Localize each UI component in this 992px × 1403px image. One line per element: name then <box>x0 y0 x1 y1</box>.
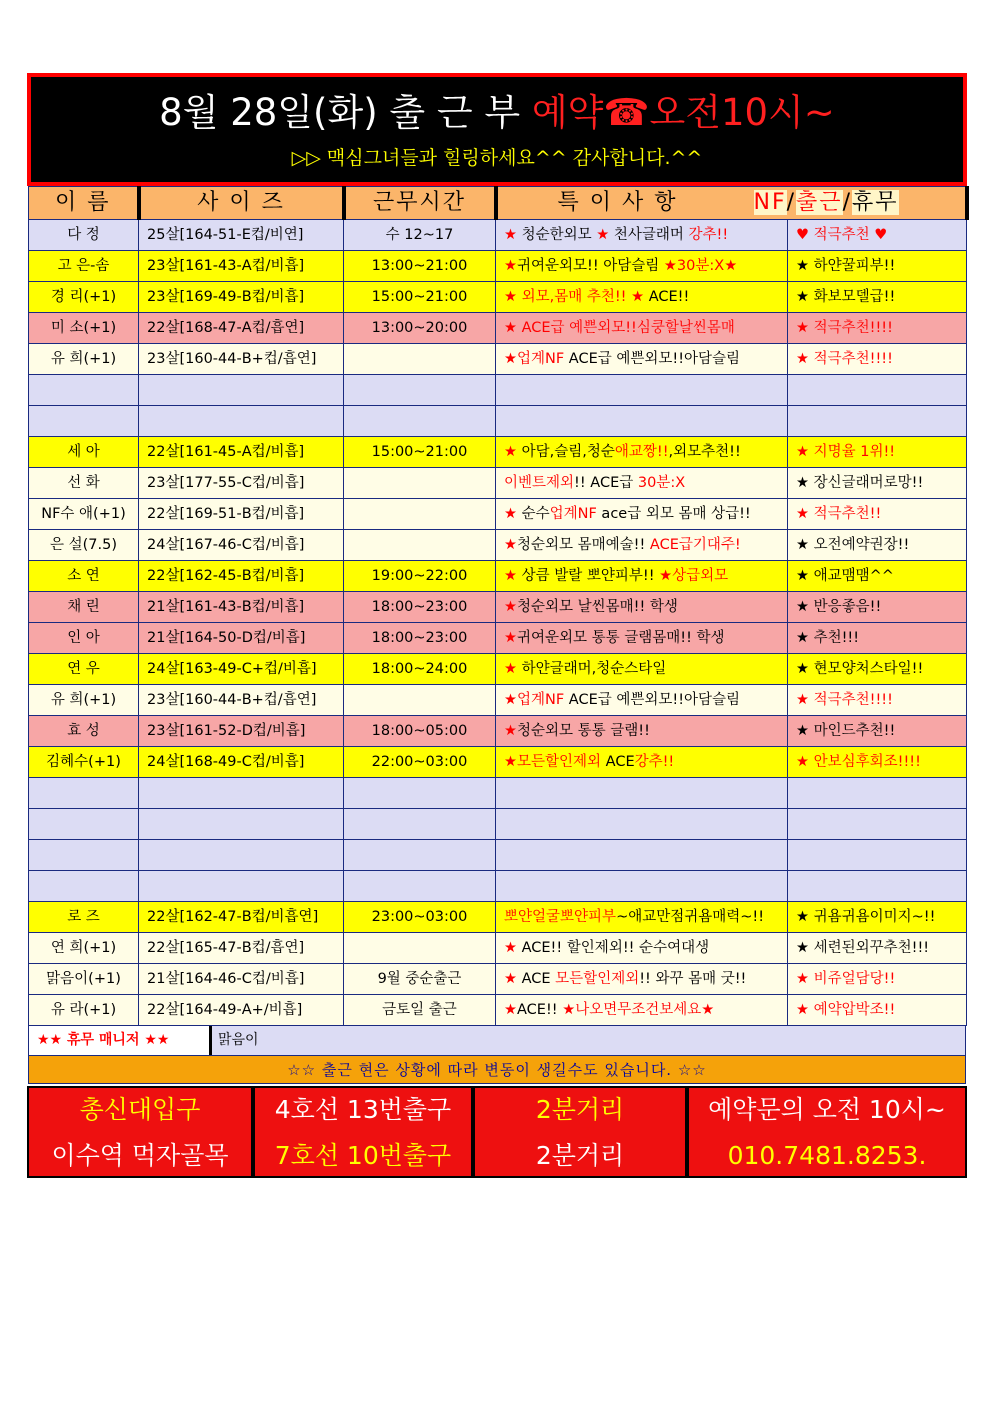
row-tag: ★ 적극추천!!!! <box>788 313 967 344</box>
row-time: 15:00~21:00 <box>344 282 496 313</box>
row-name: 김혜수(+1) <box>29 747 139 778</box>
row-time: 23:00~03:00 <box>344 902 496 933</box>
row-tag: ★ 비쥬얼담당!! <box>788 964 967 995</box>
table-row <box>29 933 967 964</box>
row-time <box>344 933 496 964</box>
row-note: ★ ACE 모든할인제외!! 와꾸 몸매 굿!! <box>496 964 788 995</box>
table-row <box>29 437 967 468</box>
page-title <box>31 91 963 135</box>
table-row <box>29 964 967 995</box>
row-note: ★ 하얀글래머,청순스타일 <box>496 654 788 685</box>
row-name: 은 설(7.5) <box>29 530 139 561</box>
row-note: ★귀여운외모!! 아담슬림 ★30분:X★ <box>496 251 788 282</box>
row-size: 23살[161-52-D컵/비흡] <box>139 716 344 747</box>
row-tag <box>788 871 967 902</box>
table-row <box>29 840 967 871</box>
row-tag: ♥ 적극추천 ♥ <box>788 220 967 251</box>
row-time <box>344 778 496 809</box>
row-time <box>344 871 496 902</box>
row-tag: ★ 애교맴맴^^ <box>788 561 967 592</box>
table-row <box>29 344 967 375</box>
col-header-chulgeun: 출근 <box>796 190 843 215</box>
footer-station-1: 총신대입구 <box>79 1095 201 1124</box>
table-row <box>29 406 967 437</box>
footer-station <box>29 1088 251 1176</box>
row-note <box>496 871 788 902</box>
row-time <box>344 499 496 530</box>
row-tag: ★ 예약압박조!! <box>788 995 967 1026</box>
row-size: 24살[167-46-C컵/비흡] <box>139 530 344 561</box>
row-size: 21살[164-46-C컵/비흡] <box>139 964 344 995</box>
row-tag: ★ 반응좋음!! <box>788 592 967 623</box>
row-time <box>344 685 496 716</box>
table-row <box>29 654 967 685</box>
row-size: 22살[161-45-A컵/비흡] <box>139 437 344 468</box>
table-row <box>29 902 967 933</box>
column-header-row <box>29 187 967 220</box>
col-header-note <box>496 187 967 220</box>
table-row <box>29 995 967 1026</box>
col-header-note-label: 특 이 사 항 <box>557 190 678 215</box>
row-note <box>496 778 788 809</box>
row-name: 연 희(+1) <box>29 933 139 964</box>
row-tag <box>788 406 967 437</box>
table-row <box>29 716 967 747</box>
row-time: 15:00~21:00 <box>344 437 496 468</box>
table-row <box>29 778 967 809</box>
row-size: 22살[165-47-B컵/흡연] <box>139 933 344 964</box>
row-size: 25살[164-51-E컵/비연] <box>139 220 344 251</box>
row-tag: ★ 하얀꿀피부!! <box>788 251 967 282</box>
row-tag: ★ 마인드추천!! <box>788 716 967 747</box>
row-time: 18:00~23:00 <box>344 623 496 654</box>
row-name <box>29 871 139 902</box>
row-time <box>344 344 496 375</box>
row-note: ★귀여운외모 통통 글램몸매!! 학생 <box>496 623 788 654</box>
col-header-name: 이 름 <box>29 187 139 220</box>
row-size: 23살[169-49-B컵/비흡] <box>139 282 344 313</box>
row-tag: ★ 화보모델급!! <box>788 282 967 313</box>
row-tag <box>788 840 967 871</box>
row-tag <box>788 375 967 406</box>
row-time <box>344 530 496 561</box>
row-time: 수 12~17 <box>344 220 496 251</box>
row-note <box>496 375 788 406</box>
row-name: 선 화 <box>29 468 139 499</box>
row-tag: ★ 귀욤귀욤이미지~!! <box>788 902 967 933</box>
row-time: 18:00~24:00 <box>344 654 496 685</box>
row-note <box>496 809 788 840</box>
row-tag <box>788 809 967 840</box>
row-tag: ★ 적극추천!! <box>788 499 967 530</box>
table-row <box>29 220 967 251</box>
row-note <box>496 840 788 871</box>
manager-row <box>28 1026 966 1056</box>
row-name: 고 은-솜 <box>29 251 139 282</box>
row-name <box>29 375 139 406</box>
table-row <box>29 468 967 499</box>
row-size <box>139 840 344 871</box>
row-name: 다 정 <box>29 220 139 251</box>
table-row <box>29 375 967 406</box>
col-header-size: 사 이 즈 <box>139 187 344 220</box>
row-tag: ★ 적극추천!!!! <box>788 685 967 716</box>
row-note: ★ 순수업계NF ace급 외모 몸매 상급!! <box>496 499 788 530</box>
row-size: 24살[168-49-C컵/비흡] <box>139 747 344 778</box>
row-time <box>344 375 496 406</box>
row-time: 22:00~03:00 <box>344 747 496 778</box>
row-size <box>139 406 344 437</box>
row-name: 소 연 <box>29 561 139 592</box>
row-tag: ★ 적극추천!!!! <box>788 344 967 375</box>
title-date: 8월 28일(화) 출 근 부 <box>159 91 532 134</box>
row-note: ★ 아담,슬림,청순애교짱!!,외모추천!! <box>496 437 788 468</box>
header-banner <box>27 73 967 186</box>
row-name: 효 성 <box>29 716 139 747</box>
row-name <box>29 809 139 840</box>
row-name: 채 린 <box>29 592 139 623</box>
row-size: 22살[169-51-B컵/비흡] <box>139 499 344 530</box>
row-time <box>344 468 496 499</box>
row-size: 22살[162-45-B컵/비흡] <box>139 561 344 592</box>
footer-exit-1: 4호선 13번출구 <box>274 1095 452 1124</box>
row-size: 21살[164-50-D컵/비흡] <box>139 623 344 654</box>
footer-distance-1: 2분거리 <box>535 1095 625 1124</box>
row-size: 23살[160-44-B+컵/흡연] <box>139 685 344 716</box>
row-note: ★ ACE!! 할인제외!! 순수여대생 <box>496 933 788 964</box>
row-size: 23살[177-55-C컵/비흡] <box>139 468 344 499</box>
row-name <box>29 406 139 437</box>
footer-distance <box>475 1088 685 1176</box>
row-time: 금토일 출근 <box>344 995 496 1026</box>
row-note: ★업계NF ACE급 예쁜외모!!아담슬림 <box>496 685 788 716</box>
row-size: 23살[160-44-B+컵/흡연] <box>139 344 344 375</box>
schedule-document <box>27 73 967 1178</box>
table-row <box>29 499 967 530</box>
row-name: 맑음이(+1) <box>29 964 139 995</box>
table-row <box>29 747 967 778</box>
page-subtitle: ▷▷ 맥심그녀들과 힐링하세요^^ 감사합니다.^^ <box>291 147 703 169</box>
table-row <box>29 282 967 313</box>
row-note: ★ ACE급 예쁜외모!!심쿵할날씬몸매 <box>496 313 788 344</box>
row-note: ★ACE!! ★나오면무조건보세요★ <box>496 995 788 1026</box>
row-name: 유 라(+1) <box>29 995 139 1026</box>
row-note: ★청순외모 몸매예술!! ACE급기대주! <box>496 530 788 561</box>
schedule-body <box>29 220 967 1026</box>
row-size: 22살[162-47-B컵/비흡연] <box>139 902 344 933</box>
footer-distance-2: 2분거리 <box>535 1141 625 1170</box>
title-reservation: 예약☎오전10시~ <box>531 91 835 134</box>
row-note: 이벤트제외!! ACE급 30분:X <box>496 468 788 499</box>
row-name: 유 희(+1) <box>29 685 139 716</box>
col-header-sep: / <box>842 190 852 215</box>
footer-exit <box>255 1088 471 1176</box>
row-name: 로 즈 <box>29 902 139 933</box>
row-time <box>344 840 496 871</box>
row-size <box>139 375 344 406</box>
row-time <box>344 406 496 437</box>
footer-reservation-hours: 예약문의 오전 10시~ <box>708 1095 946 1124</box>
table-row <box>29 561 967 592</box>
row-tag: ★ 추천!!! <box>788 623 967 654</box>
row-note: ★청순외모 날씬몸매!! 학생 <box>496 592 788 623</box>
footer-phone-number[interactable]: 010.7481.8253. <box>727 1141 927 1170</box>
row-time: 13:00~21:00 <box>344 251 496 282</box>
table-row <box>29 592 967 623</box>
footer-exit-2: 7호선 10번출구 <box>274 1141 452 1170</box>
row-size: 22살[168-47-A컵/흡연] <box>139 313 344 344</box>
row-name: 세 아 <box>29 437 139 468</box>
row-tag <box>788 778 967 809</box>
row-size <box>139 778 344 809</box>
row-tag: ★ 안보심후회조!!!! <box>788 747 967 778</box>
row-size <box>139 809 344 840</box>
notice-bar: ☆☆ 출근 현은 상황에 따라 변동이 생길수도 있습니다. ☆☆ <box>28 1056 966 1084</box>
col-header-sep: / <box>786 190 797 215</box>
row-time: 13:00~20:00 <box>344 313 496 344</box>
row-name: 연 우 <box>29 654 139 685</box>
row-size: 23살[161-43-A컵/비흡] <box>139 251 344 282</box>
row-note: ★모든할인제외 ACE강추!! <box>496 747 788 778</box>
table-row <box>29 685 967 716</box>
row-name <box>29 778 139 809</box>
row-note <box>496 406 788 437</box>
row-name: 미 소(+1) <box>29 313 139 344</box>
row-time: 18:00~23:00 <box>344 592 496 623</box>
row-size: 22살[164-49-A+/비흡] <box>139 995 344 1026</box>
row-note: ★청순외모 통통 글램!! <box>496 716 788 747</box>
table-row <box>29 251 967 282</box>
row-note: 뽀얀얼굴뽀얀피부~애교만점귀욤매력~!! <box>496 902 788 933</box>
col-header-nf: NF <box>753 190 787 215</box>
row-note: ★ 청순한외모 ★ 천사글래머 강추!! <box>496 220 788 251</box>
table-row <box>29 809 967 840</box>
row-name <box>29 840 139 871</box>
footer-info <box>27 1086 967 1178</box>
row-name: NF수 애(+1) <box>29 499 139 530</box>
row-size <box>139 871 344 902</box>
schedule-table <box>28 186 969 1026</box>
table-row <box>29 871 967 902</box>
row-name: 유 희(+1) <box>29 344 139 375</box>
row-name: 경 리(+1) <box>29 282 139 313</box>
row-time <box>344 809 496 840</box>
row-note: ★ 외모,몸매 추천!! ★ ACE!! <box>496 282 788 313</box>
col-header-time: 근무시간 <box>344 187 496 220</box>
row-tag: ★ 장신글래머로망!! <box>788 468 967 499</box>
row-note: ★업계NF ACE급 예쁜외모!!아담슬림 <box>496 344 788 375</box>
row-tag: ★ 현모양처스타일!! <box>788 654 967 685</box>
row-time: 18:00~05:00 <box>344 716 496 747</box>
row-tag: ★ 세련된외꾸추천!!! <box>788 933 967 964</box>
col-header-hyumu: 휴무 <box>851 190 899 215</box>
row-tag: ★ 지명율 1위!! <box>788 437 967 468</box>
row-size: 21살[161-43-B컵/비흡] <box>139 592 344 623</box>
row-name: 인 아 <box>29 623 139 654</box>
manager-label: ★★ 휴무 매니저 ★★ <box>29 1026 212 1055</box>
row-time: 19:00~22:00 <box>344 561 496 592</box>
footer-reservation <box>689 1088 965 1176</box>
row-note: ★ 상큼 발랄 뽀얀피부!! ★상급외모 <box>496 561 788 592</box>
table-row <box>29 313 967 344</box>
row-time: 9월 중순출근 <box>344 964 496 995</box>
footer-station-2: 이수역 먹자골목 <box>51 1141 229 1170</box>
manager-value: 맑음이 <box>212 1026 965 1055</box>
row-tag: ★ 오전예약권장!! <box>788 530 967 561</box>
table-row <box>29 530 967 561</box>
table-row <box>29 623 967 654</box>
row-size: 24살[163-49-C+컵/비흡] <box>139 654 344 685</box>
